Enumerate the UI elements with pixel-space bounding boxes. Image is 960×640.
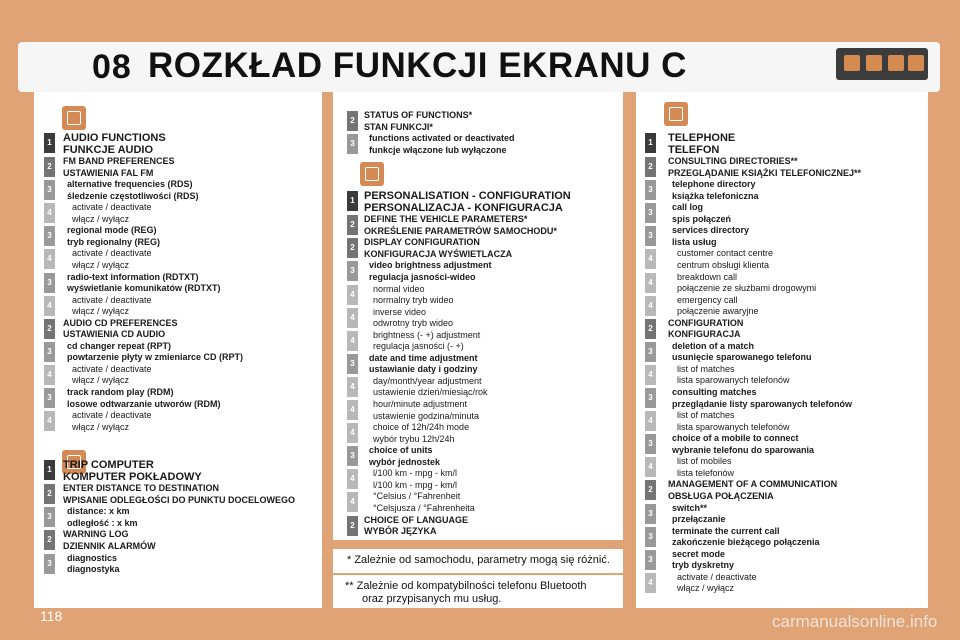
level-1-badge: 1 (645, 133, 656, 153)
menu-line-level-4: połączenie ze służbami drogowymi (677, 283, 817, 294)
level-3-badge: 3 (645, 203, 656, 223)
menu-line-level-4: lista sparowanych telefonów (677, 421, 790, 432)
level-3-badge: 3 (645, 388, 656, 408)
level-3-badge: 3 (645, 434, 656, 454)
menu-line-level-2: USTAWIENIA CD AUDIO (63, 329, 166, 340)
menu-line-level-2: WARNING LOG (63, 529, 129, 540)
menu-line-level-2: CONSULTING DIRECTORIES** (668, 156, 798, 166)
menu-line-level-2: CHOICE OF LANGUAGE (364, 514, 469, 525)
menu-line-level-4: day/month/year adjustment (373, 375, 482, 386)
menu-line-level-4: włącz / wyłącz (72, 213, 130, 224)
level-2-badge: 2 (347, 238, 358, 258)
menu-line-level-3: consulting matches (672, 387, 757, 397)
menu-line-level-4: ustawienie dzień/miesiąc/rok (373, 387, 488, 398)
navigation-icon (844, 55, 860, 71)
level-4-badge: 4 (44, 365, 55, 385)
menu-line-level-3: radio-text information (RDTXT) (67, 271, 199, 282)
menu-line-level-4: centrum obsługi klienta (677, 259, 770, 270)
level-4-badge: 4 (44, 203, 55, 223)
menu-line-level-1: AUDIO FUNCTIONS (63, 132, 166, 144)
menu-line-level-3: date and time adjustment (369, 352, 478, 363)
menu-line-level-3: choice of units (369, 445, 433, 456)
menu-line-level-4: activate / deactivate (72, 248, 152, 259)
level-4-badge: 4 (347, 400, 358, 420)
level-1-badge: 1 (44, 460, 55, 480)
menu-line-level-1: TELEFON (668, 144, 720, 156)
level-2-badge: 2 (44, 319, 55, 339)
menu-line-level-2: PRZEGLĄDANIE KSIĄŻKI TELEFONICZNEJ** (668, 167, 862, 178)
menu-line-level-2: OBSŁUGA POŁĄCZENIA (668, 490, 774, 501)
menu-line-level-3: funkcje włączone lub wyłączone (369, 144, 507, 155)
level-3-badge: 3 (645, 342, 656, 362)
personalisation-section-icon (360, 162, 384, 186)
level-2-badge: 2 (347, 215, 358, 235)
menu-line-level-4: list of mobiles (677, 456, 732, 467)
menu-line-level-4: lista sparowanych telefonów (677, 375, 790, 386)
level-2-badge: 2 (645, 480, 656, 500)
menu-line-level-3: choice of a mobile to connect (672, 433, 799, 444)
menu-line-level-4: choice of 12h/24h mode (373, 422, 470, 433)
level-2-badge: 2 (347, 111, 358, 131)
level-3-badge: 3 (44, 226, 55, 246)
menu-line-level-1: PERSONALIZACJA - KONFIGURACJA (364, 202, 563, 215)
level-4-badge: 4 (645, 273, 656, 293)
menu-line-level-4: l/100 km - mpg - km/l (373, 479, 458, 490)
menu-line-level-3: terminate the current call (672, 525, 780, 536)
level-3-badge: 3 (347, 261, 358, 281)
menu-line-level-4: hour/minute adjustment (373, 399, 468, 409)
page-title: ROZKŁAD FUNKCJI EKRANU C (148, 46, 687, 85)
menu-line-level-3: functions activated or deactivated (369, 133, 515, 144)
menu-line-level-3: cd changer repeat (RPT) (67, 340, 172, 351)
page-number: 118 (40, 608, 63, 624)
level-4-badge: 4 (645, 457, 656, 477)
level-4-badge: 4 (347, 492, 358, 512)
menu-line-level-4: customer contact centre (677, 248, 774, 259)
level-3-badge: 3 (645, 550, 656, 570)
menu-line-level-3: regional mode (REG) (67, 225, 157, 236)
menu-line-level-2: CONFIGURATION (668, 317, 744, 328)
level-1-badge: 1 (347, 191, 358, 211)
menu-line-level-3: ustawianie daty i godziny (369, 364, 478, 375)
menu-line-level-3: lista usług (672, 236, 717, 247)
menu-line-level-3: deletion of a match (672, 340, 755, 351)
level-2-badge: 2 (645, 157, 656, 177)
menu-line-level-3: switch** (672, 502, 708, 513)
menu-line-level-4: activate / deactivate (72, 294, 152, 305)
menu-line-level-2: OKREŚLENIE PARAMETRÓW SAMOCHODU* (364, 225, 557, 236)
menu-line-level-4: list of matches (677, 410, 735, 421)
menu-line-level-4: włącz / wyłącz (72, 259, 130, 270)
menu-line-level-3: przełączanie (672, 514, 726, 525)
level-3-badge: 3 (44, 180, 55, 200)
menu-line-level-4: połączenie awaryjne (677, 306, 759, 317)
level-3-badge: 3 (347, 446, 358, 466)
menu-line-level-4: inverse video (373, 306, 427, 317)
level-2-badge: 2 (44, 157, 55, 177)
level-4-badge: 4 (645, 249, 656, 269)
menu-line-level-4: odwrotny tryb wideo (373, 318, 454, 329)
menu-line-level-4: włącz / wyłącz (72, 421, 130, 432)
menu-line-level-3: wyświetlanie komunikatów (RDTXT) (67, 283, 221, 294)
level-4-badge: 4 (645, 296, 656, 316)
menu-line-level-2: FM BAND PREFERENCES (63, 156, 175, 166)
menu-line-level-3: services directory (672, 225, 750, 236)
level-3-badge: 3 (347, 354, 358, 374)
menu-line-level-3: telephone directory (672, 179, 756, 190)
level-2-badge: 2 (347, 516, 358, 536)
watermark: carmanualsonline.info (772, 612, 938, 631)
level-3-badge: 3 (44, 554, 55, 574)
menu-line-level-3: spis połączeń (672, 213, 732, 224)
menu-line-level-3: przeglądanie listy sparowanych telefonów (672, 398, 853, 409)
menu-line-level-3: secret mode (672, 548, 726, 559)
menu-line-level-3: diagnostics (67, 552, 118, 563)
menu-line-level-4: list of matches (677, 363, 735, 374)
menu-line-level-4: activate / deactivate (72, 202, 152, 213)
menu-line-level-2: USTAWIENIA FAL FM (63, 167, 154, 178)
level-3-badge: 3 (645, 226, 656, 246)
menu-line-level-4: włącz / wyłącz (677, 583, 735, 594)
menu-line-level-3: usunięcie sparowanego telefonu (672, 352, 812, 363)
menu-line-level-2: WPISANIE ODLEGŁOŚCI DO PUNKTU DOCELOWEGO (63, 494, 296, 505)
footnote-double-line1: ** Zależnie od kompatybilności telefonu Bluetooth (345, 580, 587, 592)
level-4-badge: 4 (645, 411, 656, 431)
menu-line-level-4: włącz / wyłącz (72, 306, 130, 317)
menu-line-level-2: DEFINE THE VEHICLE PARAMETERS* (364, 214, 528, 225)
menu-line-level-2: AUDIO CD PREFERENCES (63, 317, 178, 328)
telephone-icon (888, 55, 904, 71)
menu-line-level-2: MANAGEMENT OF A COMMUNICATION (668, 479, 838, 490)
level-4-badge: 4 (645, 573, 656, 593)
menu-line-level-4: brightness (- +) adjustment (373, 329, 481, 340)
menu-line-level-2: DISPLAY CONFIGURATION (364, 237, 480, 248)
level-4-badge: 4 (347, 331, 358, 351)
menu-line-level-3: tryb dyskretny (672, 560, 735, 571)
audio-icon (866, 55, 882, 71)
menu-line-level-3: powtarzenie płyty w zmieniarce CD (RPT) (67, 352, 244, 363)
menu-line-level-3: alternative frequencies (RDS) (67, 179, 193, 190)
menu-line-level-3: distance: x km (67, 506, 130, 517)
level-2-badge: 2 (44, 530, 55, 550)
menu-line-level-4: activate / deactivate (72, 363, 152, 374)
menu-line-level-3: zakończenie bieżącego połączenia (672, 537, 820, 548)
level-4-badge: 4 (44, 249, 55, 269)
footnote-single: * Zależnie od samochodu, parametry mogą się różnić. (347, 554, 610, 566)
level-3-badge: 3 (645, 180, 656, 200)
level-4-badge: 4 (347, 423, 358, 443)
menu-line-level-2: KONFIGURACJA (668, 329, 741, 340)
level-4-badge: 4 (44, 296, 55, 316)
menu-line-level-4: normal video (373, 283, 425, 294)
menu-line-level-4: l/100 km - mpg - km/l (373, 468, 458, 479)
menu-line-level-4: włącz / wyłącz (72, 375, 130, 386)
menu-line-level-4: regulacja jasności (- +) (373, 341, 464, 352)
menu-line-level-4: activate / deactivate (677, 571, 757, 582)
menu-line-level-2: DZIENNIK ALARMÓW (63, 540, 156, 551)
level-3-badge: 3 (347, 134, 358, 154)
level-3-badge: 3 (44, 273, 55, 293)
menu-line-level-3: video brightness adjustment (369, 260, 492, 271)
menu-line-level-3: regulacja jasności-wideo (369, 271, 476, 282)
menu-line-level-2: ENTER DISTANCE TO DESTINATION (63, 483, 220, 494)
menu-line-level-3: tryb regionalny (REG) (67, 236, 161, 247)
settings-icon (908, 55, 924, 71)
menu-line-level-3: wybór jednostek (369, 456, 441, 467)
level-3-badge: 3 (44, 342, 55, 362)
menu-line-level-1: PERSONALISATION - CONFIGURATION (364, 190, 571, 203)
level-4-badge: 4 (347, 308, 358, 328)
menu-line-level-3: call log (672, 202, 704, 213)
menu-line-level-3: książka telefoniczna (672, 190, 759, 201)
menu-line-level-3: wybranie telefonu do sparowania (672, 444, 815, 455)
menu-line-level-3: śledzenie częstotliwości (RDS) (67, 190, 199, 201)
level-2-badge: 2 (645, 319, 656, 339)
menu-line-level-2: WYBÓR JĘZYKA (364, 526, 437, 537)
menu-line-level-4: activate / deactivate (72, 410, 152, 421)
menu-line-level-4: breakdown call (677, 271, 738, 282)
footnote-double-line2: oraz przypisanych mu usług. (362, 593, 502, 605)
level-4-badge: 4 (347, 377, 358, 397)
chapter-icon-strip (836, 48, 928, 80)
level-4-badge: 4 (347, 285, 358, 305)
menu-line-level-4: normalny tryb wideo (373, 295, 454, 306)
level-4-badge: 4 (347, 469, 358, 489)
menu-line-level-2: STATUS OF FUNCTIONS* (364, 110, 473, 120)
chapter-number: 08 (92, 48, 132, 86)
level-4-badge: 4 (44, 411, 55, 431)
menu-line-level-2: STAN FUNKCJI* (364, 121, 433, 132)
level-3-badge: 3 (645, 527, 656, 547)
level-3-badge: 3 (44, 388, 55, 408)
menu-line-level-4: °Celsjusza / °Fahrenheita (373, 502, 475, 513)
level-1-badge: 1 (44, 133, 55, 153)
menu-line-level-3: odległość : x km (67, 517, 138, 528)
level-4-badge: 4 (645, 365, 656, 385)
menu-line-level-4: ustawienie godzina/minuta (373, 410, 480, 421)
menu-line-level-1: FUNKCJE AUDIO (63, 144, 154, 156)
menu-line-level-2: KONFIGURACJA WYŚWIETLACZA (364, 248, 513, 259)
audio-section-icon (62, 106, 86, 130)
level-2-badge: 2 (44, 484, 55, 504)
menu-line-level-3: losowe odtwarzanie utworów (RDM) (67, 398, 221, 409)
level-3-badge: 3 (645, 504, 656, 524)
menu-line-level-1: TRIP COMPUTER (63, 459, 154, 472)
telephone-section-icon (664, 102, 688, 126)
menu-line-level-4: lista telefonów (677, 467, 735, 478)
menu-line-level-3: diagnostyka (67, 564, 120, 575)
menu-line-level-4: wybór trybu 12h/24h (373, 433, 455, 444)
menu-line-level-3: track random play (RDM) (67, 387, 174, 397)
menu-line-level-4: °Celsius / °Fahrenheit (373, 491, 461, 502)
menu-line-level-1: KOMPUTER POKŁADOWY (63, 471, 202, 484)
menu-line-level-4: emergency call (677, 294, 738, 305)
level-3-badge: 3 (44, 507, 55, 527)
menu-line-level-1: TELEPHONE (668, 132, 736, 144)
